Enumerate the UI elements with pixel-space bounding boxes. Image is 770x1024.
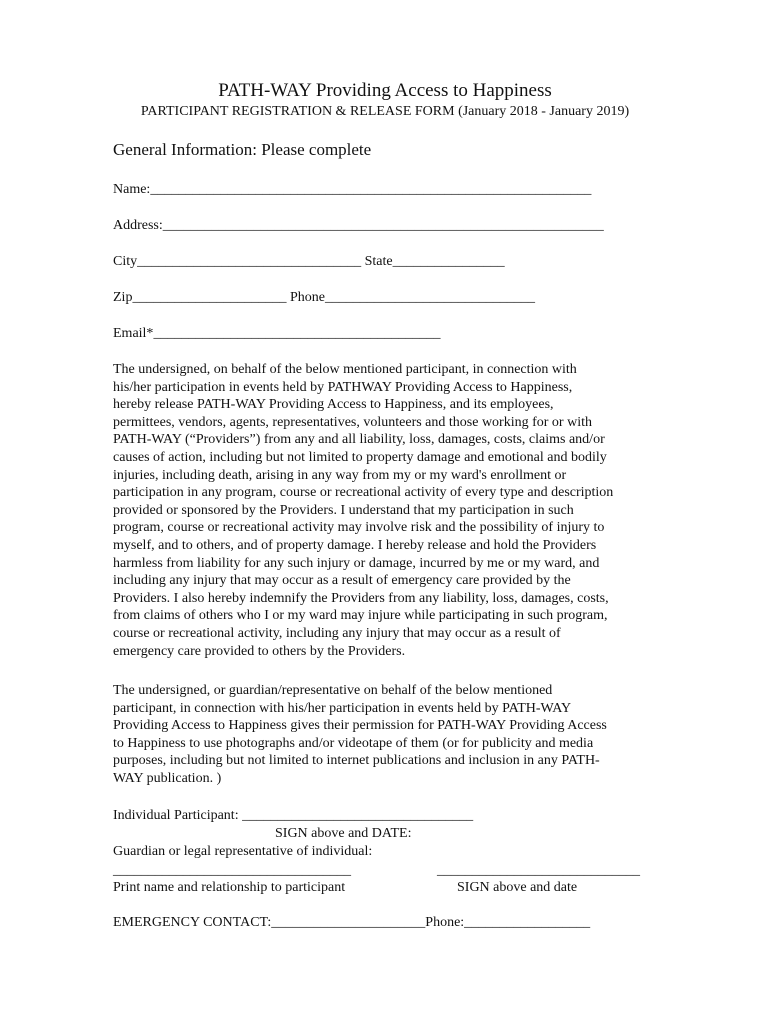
name-field[interactable]: _______________________________________________________________	[150, 182, 592, 197]
city-label: City	[113, 254, 138, 269]
release-paragraph: The undersigned, on behalf of the below mentioned participant, in connection with his/her participation in events held by PATHWAY Providing Access to Happiness, hereby release PATH-WAY Providing Access to Happiness, and its employees, permittees, vendors, agents, representatives, volunteers and those working for or with PATH-WAY (“Providers”) from any and all liability, loss, damages, costs, claims and/or causes of action, including but not limited to property damage and emotional and bodily injuries, including death, arising in any way from my or my ward's enrollment or participation in any program, course or recreational activity of every type and description provided or sponsored by the Providers. I understand that my participation in such program, course or recreational activity may involve risk and the possibility of injury to myself, and to others, and of property damage. I hereby release and hold the Providers harmless from liability for any such injury or damage, incurred by me or my ward, and including any injury that may occur as a result of emergency care provided by the Providers. I also hereby indemnify the Providers from any liability, loss, damages, costs, from claims of others who I or my ward may injure while participating in such program, course or recreational activity, including any injury that may occur as a result of emergency care provided to others by the Providers.	[113, 362, 614, 659]
phone-field[interactable]: ______________________________	[324, 290, 535, 305]
individual-participant-field[interactable]: _________________________________	[242, 808, 474, 823]
emergency-contact-label: EMERGENCY CONTACT:	[113, 915, 272, 930]
general-info-heading: General Information: Please complete	[113, 140, 372, 159]
emergency-contact-field[interactable]: ______________________	[271, 915, 426, 930]
emergency-contact-row	[113, 914, 590, 932]
address-field-row	[113, 217, 604, 235]
email-field[interactable]: _________________________________________	[153, 326, 441, 341]
zip-phone-row	[113, 289, 535, 307]
name-field-row	[113, 181, 591, 199]
city-state-row	[113, 253, 505, 271]
sign-date-note: SIGN above and DATE:	[275, 826, 412, 841]
city-field[interactable]: ________________________________	[137, 254, 362, 269]
individual-participant-row	[113, 807, 473, 825]
guardian-label: Guardian or legal representative of individual:	[113, 844, 373, 859]
print-name-field[interactable]: __________________________________	[113, 863, 351, 878]
photo-permission-paragraph: The undersigned, or guardian/representative on behalf of the below mentioned participant, in connection with his/her participation in events held by PATH-WAY Providing Access to Happiness gives their permission for PATH-WAY Providing Access to Happiness to use photographs and/or videotape of them (or for publicity and media purposes, including but not limited to internet publications and inclusion in any PATH- WAY publication. )	[113, 683, 607, 786]
emergency-phone-label: Phone:	[425, 915, 465, 930]
guardian-sign-field[interactable]: _____________________________	[437, 863, 640, 878]
state-field[interactable]: ________________	[392, 254, 505, 269]
name-label: Name:	[113, 182, 151, 197]
phone-label: Phone	[289, 290, 325, 305]
state-label: State	[364, 254, 393, 269]
form-title: PATH-WAY Providing Access to Happiness	[218, 80, 552, 101]
print-name-label: Print name and relationship to participant	[113, 880, 346, 895]
zip-label: Zip	[113, 290, 133, 305]
email-field-row	[113, 325, 440, 343]
emergency-phone-field[interactable]: __________________	[464, 915, 591, 930]
individual-participant-label: Individual Participant:	[113, 808, 243, 823]
address-label: Address:	[113, 218, 163, 233]
email-label: Email*	[113, 326, 154, 341]
sign-date-label: SIGN above and date	[457, 880, 578, 895]
form-subtitle: PARTICIPANT REGISTRATION & RELEASE FORM (January 2018 - January 2019)	[140, 104, 630, 119]
address-field[interactable]: _______________________________________________________________	[162, 218, 604, 233]
zip-field[interactable]: ______________________	[132, 290, 287, 305]
